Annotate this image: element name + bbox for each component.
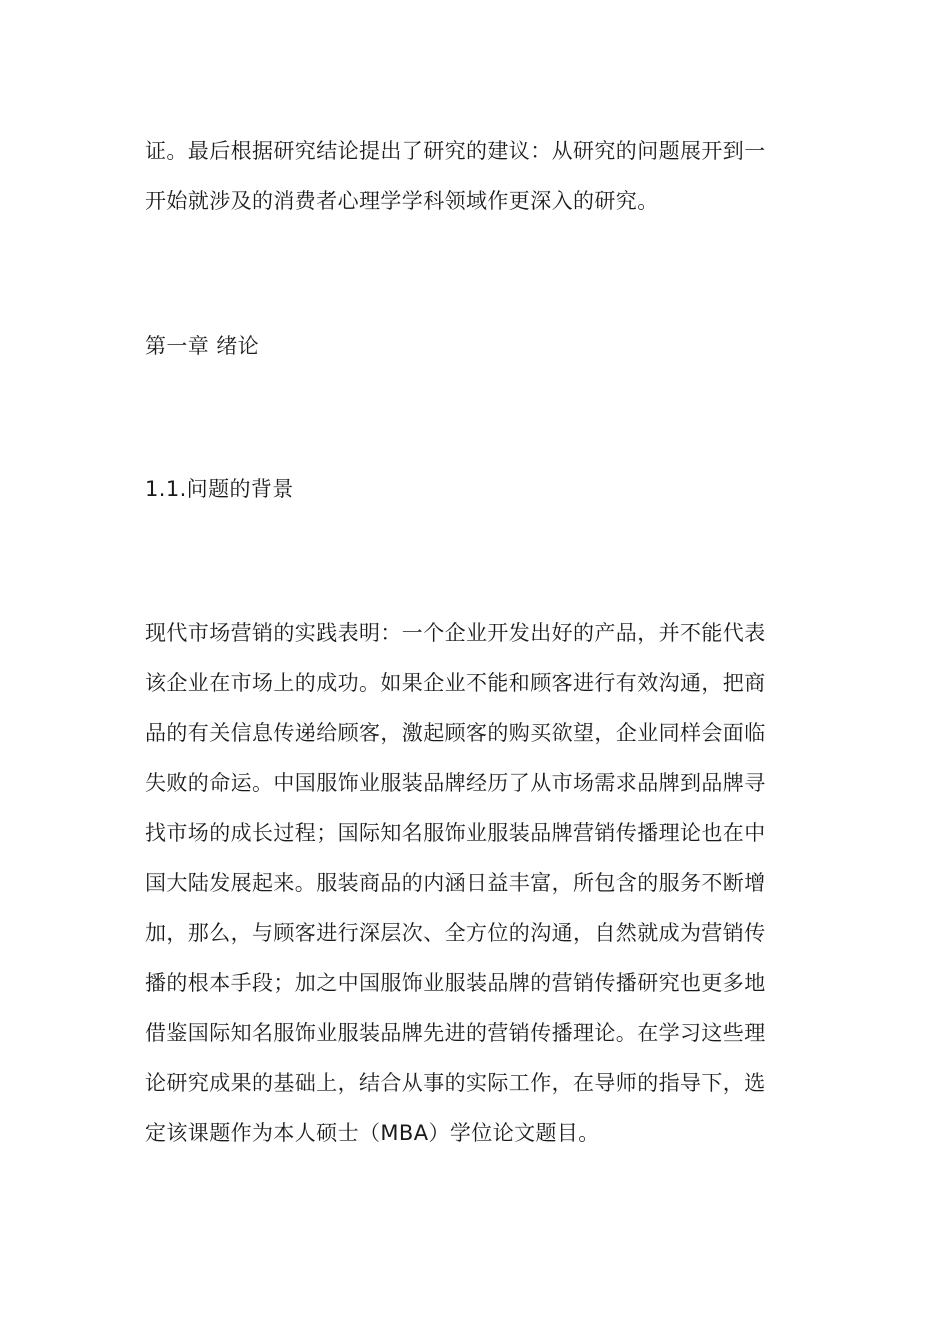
section-heading: 1.1.问题的背景 (145, 477, 294, 501)
paragraph-line: 加，那么，与顾客进行深层次、全方位的沟通，自然就成为营销传 (145, 921, 766, 945)
paragraph-line: 找市场的成长过程；国际知名服饰业服装品牌营销传播理论也在中 (145, 821, 766, 845)
paragraph-line: 论研究成果的基础上，结合从事的实际工作，在导师的指导下，选 (145, 1071, 766, 1095)
intro-paragraph (145, 136, 810, 236)
paragraph-line: 借鉴国际知名服饰业服装品牌先进的营销传播理论。在学习这些理 (145, 1021, 766, 1045)
paragraph-line: 定该课题作为本人硕士（MBA）学位论文题目。 (145, 1121, 600, 1145)
paragraph-line: 该企业在市场上的成功。如果企业不能和顾客进行有效沟通，把商 (145, 671, 766, 695)
paragraph-line: 现代市场营销的实践表明：一个企业开发出好的产品，并不能代表 (145, 621, 766, 645)
paragraph-line: 品的有关信息传递给顾客，激起顾客的购买欲望，企业同样会面临 (145, 721, 766, 745)
chapter-heading: 第一章 绪论 (145, 334, 260, 358)
paragraph-line: 失败的命运。中国服饰业服装品牌经历了从市场需求品牌到品牌寻 (145, 771, 766, 795)
paragraph-line: 证。最后根据研究结论提出了研究的建议：从研究的问题展开到一 (145, 139, 766, 163)
paragraph-line: 国大陆发展起来。服装商品的内涵日益丰富，所包含的服务不断增 (145, 871, 766, 895)
paragraph-line: 开始就涉及的消费者心理学学科领域作更深入的研究。 (145, 189, 659, 213)
paragraph-line: 播的根本手段；加之中国服饰业服装品牌的营销传播研究也更多地 (145, 971, 766, 995)
body-paragraph (145, 618, 810, 1168)
